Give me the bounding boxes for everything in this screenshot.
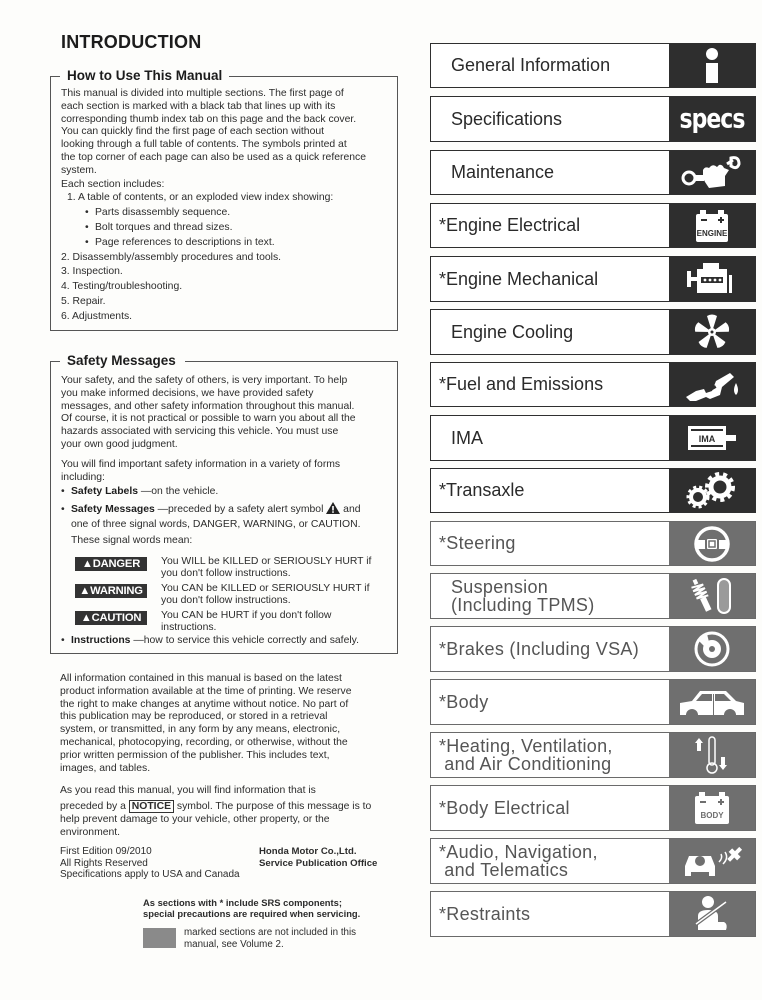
tab-label-line: Suspension xyxy=(451,577,549,597)
sub-list-item xyxy=(61,222,397,235)
notice-line xyxy=(60,800,400,814)
sub-item-text: Parts disassembly sequence. xyxy=(95,207,231,219)
signal-intro: These signal words mean: xyxy=(71,534,193,546)
frame-border xyxy=(50,76,60,77)
tab-label: *Fuel and Emissions xyxy=(439,374,604,394)
term: Safety Messages xyxy=(71,504,155,516)
body-line: help prevent damage to your vehicle, other property, or the xyxy=(60,813,330,825)
instructions-item xyxy=(61,635,397,648)
tab-label: *Body Electrical xyxy=(439,797,570,818)
thermometer-icon xyxy=(669,733,755,777)
tab-label-line: and Air Conditioning xyxy=(439,754,612,774)
edition-line: First Edition 09/2010 xyxy=(60,846,152,857)
list-item: 1. A table of contents, or an exploded view index showing: xyxy=(67,192,334,204)
tab-engine-electrical[interactable] xyxy=(430,203,756,248)
steering-wheel-icon xyxy=(669,522,755,565)
body-line: system, or transmitted, in any form by any means, electronic, xyxy=(60,724,341,736)
tab-label-line: *Audio, Navigation, xyxy=(439,842,598,862)
tab-body[interactable] xyxy=(430,679,756,725)
bullet-icon xyxy=(61,504,71,515)
tab-label: *Brakes (Including VSA) xyxy=(439,638,639,659)
tab-label: *Steering xyxy=(439,533,516,553)
list-item: 4. Testing/troubleshooting. xyxy=(61,281,183,293)
body-line: images, and tables. xyxy=(60,762,151,774)
wrench-fist-icon xyxy=(669,151,755,194)
legal-notice xyxy=(60,673,400,840)
battery-label: ENGINE xyxy=(696,228,728,238)
battery-body-icon xyxy=(669,786,755,830)
body-line: You can quickly find the first page of each section without xyxy=(61,126,325,138)
footnote-line: manual, see Volume 2. xyxy=(184,938,284,950)
body-line: the top corner of each page can also be used as a quick reference xyxy=(61,151,366,163)
volume2-footnote xyxy=(184,927,404,950)
caution-badge: ▲CAUTION xyxy=(75,611,147,625)
safety-labels-item xyxy=(61,486,397,499)
term-desc: —on the vehicle. xyxy=(138,486,219,498)
bullet-icon xyxy=(61,635,71,646)
bullet-icon xyxy=(85,222,95,233)
body-text: symbol. The purpose of this message is to xyxy=(174,801,372,813)
tab-suspension[interactable] xyxy=(430,573,756,619)
body-line: Of course, it is not practical or possible to warn you about all the xyxy=(61,413,356,425)
term-desc: —how to service this vehicle correctly and safely. xyxy=(130,635,359,646)
footnote-line: marked sections are not included in this xyxy=(184,927,357,938)
ima-label: IMA xyxy=(698,434,716,444)
tab-restraints[interactable] xyxy=(430,891,756,937)
tab-label xyxy=(431,839,671,883)
shock-tire-icon xyxy=(669,574,755,618)
warning-badge: ▲WARNING xyxy=(75,584,147,598)
body-line: corresponding thumb index tab on this page and the back cover. xyxy=(61,113,357,125)
tab-maintenance[interactable] xyxy=(430,150,756,195)
signal-desc: You CAN be KILLED or SERIOUSLY HURT if xyxy=(161,583,370,594)
engine-block-icon xyxy=(669,257,755,301)
danger-badge: ▲DANGER xyxy=(75,557,147,571)
tab-steering[interactable] xyxy=(430,521,756,566)
signal-desc: You CAN be HURT if you don't follow xyxy=(161,610,332,621)
edition-info xyxy=(60,846,260,881)
list-item: 6. Adjustments. xyxy=(61,310,133,322)
tab-brakes[interactable] xyxy=(430,626,756,672)
body-line: product information available at the time of printing. We reserve xyxy=(60,685,352,697)
specs-icon-text: specs xyxy=(679,104,745,134)
body-line: prior written permission of the publisher. This includes text, xyxy=(60,749,330,761)
body-line: hazards associated with servicing this vehicle. You must use xyxy=(61,426,339,438)
body-line: messages, and other safety information throughout this manual. xyxy=(61,400,355,412)
fuel-nozzle-icon xyxy=(669,363,755,406)
tab-label: *Engine Electrical xyxy=(439,215,581,235)
publisher-info xyxy=(259,846,399,869)
tab-label: *Restraints xyxy=(439,903,531,924)
safety-messages-section xyxy=(50,353,398,654)
gears-icon xyxy=(669,469,755,512)
volume2-swatch xyxy=(143,928,176,948)
tab-audio-navigation[interactable] xyxy=(430,838,756,884)
footnote-line: special precautions are required when servicing. xyxy=(143,908,361,919)
body-line: You will find important safety information in a variety of forms xyxy=(61,458,341,470)
tab-transaxle[interactable] xyxy=(430,468,756,513)
body-line: your own good judgment. xyxy=(61,438,178,450)
body-line: the right to make changes at anytime without notice. No part of xyxy=(60,698,349,710)
car-body-icon xyxy=(669,680,755,724)
footnote-line: As sections with * include SRS components; xyxy=(143,897,342,908)
fan-icon xyxy=(669,310,755,354)
tab-label: General Information xyxy=(451,55,611,75)
publisher-line: Honda Motor Co.,Ltd. xyxy=(259,846,357,857)
body-line: mechanical, photocopying, recording, or otherwise, without the xyxy=(60,736,348,748)
tab-label: Maintenance xyxy=(451,162,555,182)
seatbelt-icon xyxy=(669,892,755,936)
publisher-line: Service Publication Office xyxy=(259,857,378,869)
car-satellite-icon xyxy=(669,839,755,883)
tab-general-information[interactable] xyxy=(430,43,756,88)
frame-border xyxy=(50,361,60,362)
tab-engine-cooling[interactable] xyxy=(430,309,756,355)
body-line: environment. xyxy=(60,826,121,838)
srs-footnote xyxy=(143,897,403,919)
section-heading: How to Use This Manual xyxy=(64,67,225,84)
tab-label xyxy=(431,574,671,618)
frame-border xyxy=(185,361,398,362)
tab-label: *Transaxle xyxy=(439,480,525,500)
sub-item-text: Page references to descriptions in text. xyxy=(95,236,275,248)
tab-label: Engine Cooling xyxy=(451,321,574,342)
edition-line: Specifications apply to USA and Canada xyxy=(60,869,240,880)
tab-label: *Body xyxy=(439,691,489,712)
how-to-use-section xyxy=(50,68,398,331)
term: Safety Labels xyxy=(71,486,138,498)
bullet-icon xyxy=(85,207,95,218)
bullet-icon xyxy=(85,237,95,248)
list-item: 3. Inspection. xyxy=(61,266,123,278)
tab-label: IMA xyxy=(451,427,484,448)
safety-messages-item xyxy=(61,502,397,519)
tab-label: *Engine Mechanical xyxy=(439,268,599,289)
info-icon xyxy=(669,44,755,87)
sub-item-text: Bolt torques and thread sizes. xyxy=(95,221,233,233)
tab-ima[interactable] xyxy=(430,415,756,461)
body-line: All information contained in this manual is based on the latest xyxy=(60,673,342,684)
ima-motor-icon xyxy=(669,416,755,460)
page-title: INTRODUCTION xyxy=(61,32,202,52)
body-line: As you read this manual, you will find information that is xyxy=(60,785,316,797)
tab-hvac[interactable] xyxy=(430,732,756,778)
body-line: This manual is divided into multiple sections. The first page of xyxy=(61,88,344,99)
brake-disc-icon xyxy=(669,627,755,671)
specs-icon xyxy=(669,97,755,141)
sub-list-item xyxy=(61,207,397,220)
signal-desc: you don't follow instructions. xyxy=(161,568,291,579)
frame-border xyxy=(229,76,398,77)
tab-body-electrical[interactable] xyxy=(430,785,756,831)
term: Instructions xyxy=(71,635,131,646)
body-line: Your safety, and the safety of others, is very important. To help xyxy=(61,375,348,386)
tab-specifications[interactable] xyxy=(430,96,756,142)
list-item: 2. Disassembly/assembly procedures and tools. xyxy=(61,251,282,263)
safety-alert-icon xyxy=(326,502,340,519)
term-desc: and xyxy=(343,504,361,516)
body-line: you make informed decisions, we have provided safety xyxy=(61,387,314,399)
includes-label: Each section includes: xyxy=(61,178,165,190)
body-line: including: xyxy=(61,471,105,483)
body-line: one of three signal words, DANGER, WARNING, or CAUTION. xyxy=(71,518,361,530)
tab-label-line: and Telematics xyxy=(439,860,569,880)
section-heading: Safety Messages xyxy=(64,352,179,369)
signal-desc: instructions. xyxy=(161,622,217,633)
edition-line: All Rights Reserved xyxy=(60,857,148,869)
body-text: preceded by a xyxy=(60,801,129,813)
tab-label xyxy=(431,733,671,777)
tab-engine-mechanical[interactable] xyxy=(430,256,756,302)
tab-label-line: (Including TPMS) xyxy=(451,595,595,615)
battery-label: BODY xyxy=(700,811,724,820)
bullet-icon xyxy=(61,486,71,497)
body-line: this publication may be reproduced, or stored in a retrieval xyxy=(60,711,328,723)
tab-label-line: *Heating, Ventilation, xyxy=(439,736,613,756)
sub-list-item xyxy=(61,237,397,250)
tab-fuel-and-emissions[interactable] xyxy=(430,362,756,407)
battery-engine-icon xyxy=(669,204,755,247)
body-line: system. xyxy=(61,164,97,176)
signal-desc: you don't follow instructions. xyxy=(161,595,291,606)
signal-desc: You WILL be KILLED or SERIOUSLY HURT if xyxy=(161,556,372,567)
tab-label: Specifications xyxy=(451,108,563,129)
term-desc: —preceded by a safety alert symbol xyxy=(154,504,324,516)
list-item: 5. Repair. xyxy=(61,295,106,307)
notice-badge: NOTICE xyxy=(129,800,174,813)
body-line: looking through a full table of contents. The symbols printed at xyxy=(61,139,347,151)
body-line: each section is marked with a black tab that lines up with its xyxy=(61,100,336,112)
